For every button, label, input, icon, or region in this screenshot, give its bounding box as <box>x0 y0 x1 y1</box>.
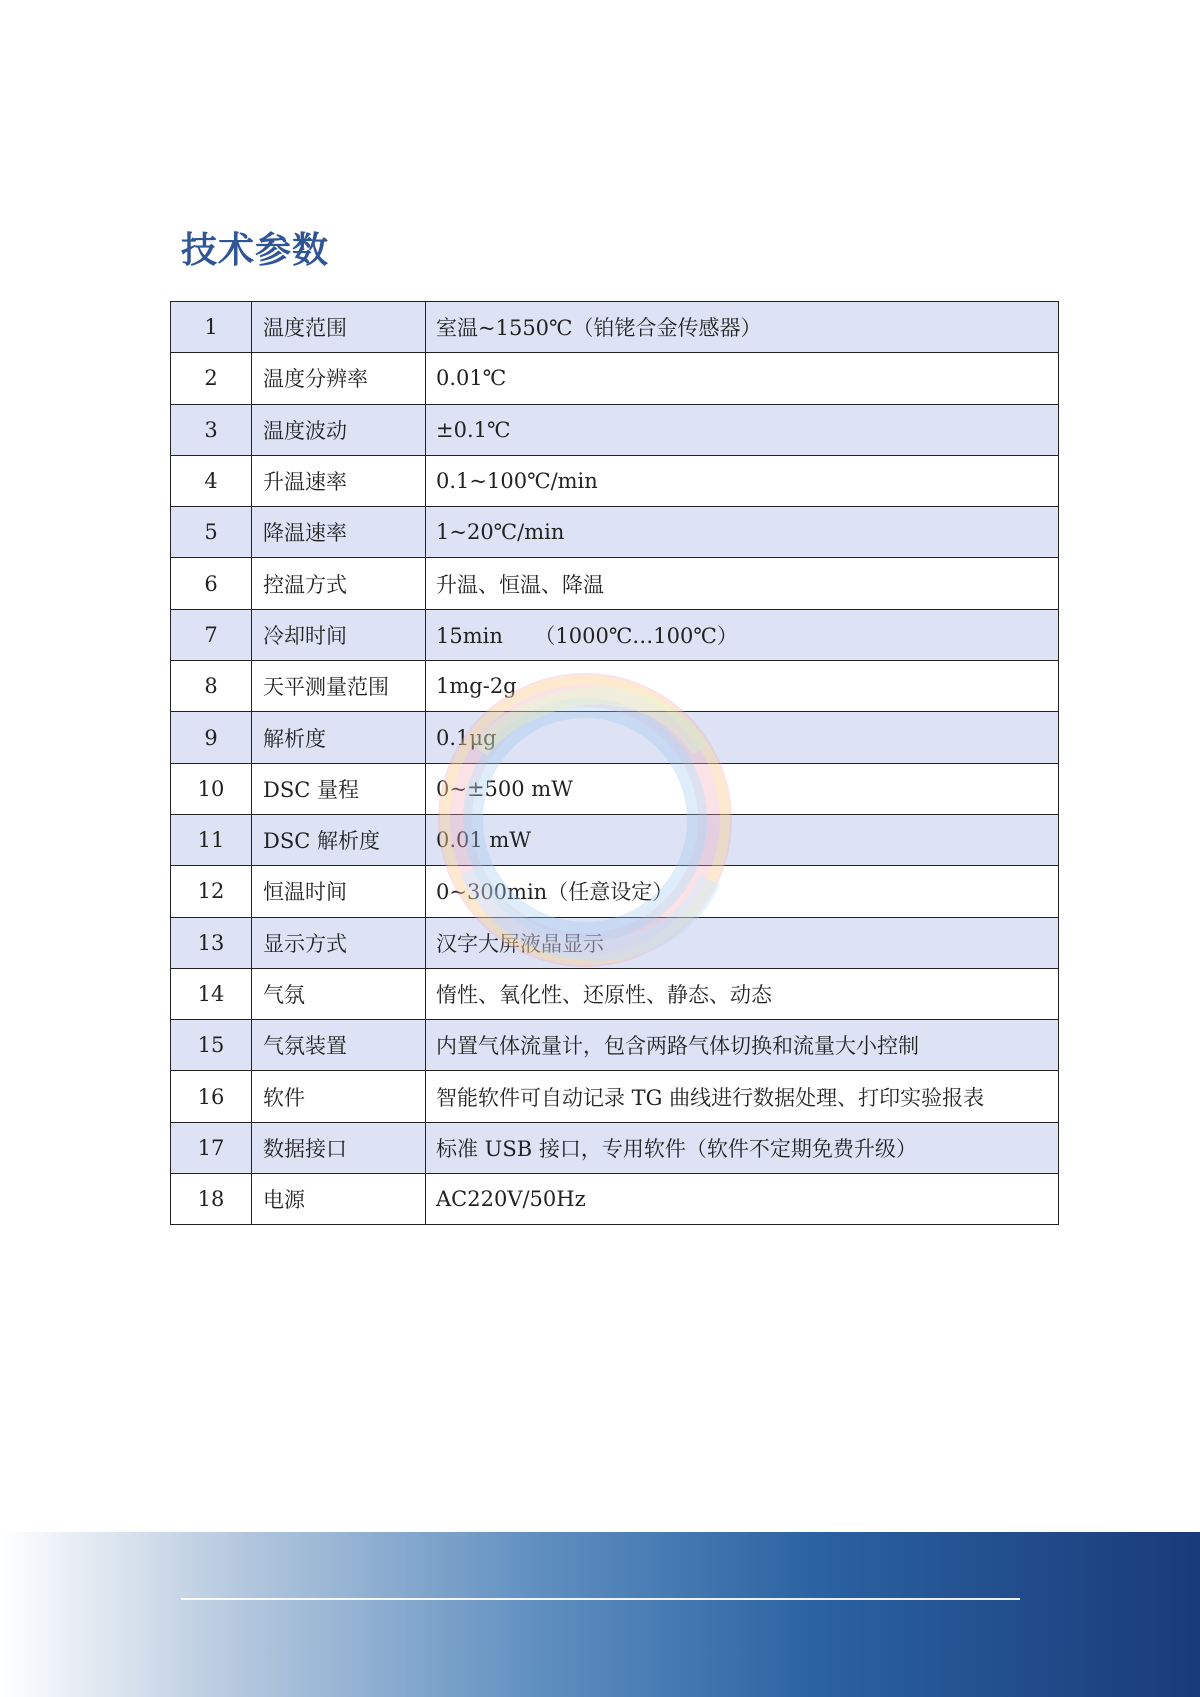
cell-value: AC220V/50Hz <box>426 1174 1059 1225</box>
table-row <box>171 917 1059 968</box>
cell-number: 12 <box>171 866 252 917</box>
table-row <box>171 558 1059 609</box>
cell-value: 0.01℃ <box>426 353 1059 404</box>
table-row <box>171 661 1059 712</box>
cell-parameter: 软件 <box>252 1071 426 1122</box>
cell-number: 14 <box>171 968 252 1019</box>
cell-value: 0~±500 mW <box>426 763 1059 814</box>
cell-parameter: 温度波动 <box>252 404 426 455</box>
table-row <box>171 968 1059 1019</box>
cell-number: 16 <box>171 1071 252 1122</box>
cell-number: 17 <box>171 1122 252 1173</box>
table-row <box>171 507 1059 558</box>
cell-number: 3 <box>171 404 252 455</box>
footer-band <box>0 1532 1200 1697</box>
cell-value: 室温~1550℃（铂铑合金传感器） <box>426 302 1059 353</box>
cell-number: 15 <box>171 1020 252 1071</box>
cell-parameter: 升温速率 <box>252 455 426 506</box>
footer-rule <box>181 1598 1020 1600</box>
cell-value: 汉字大屏液晶显示 <box>426 917 1059 968</box>
table-row <box>171 712 1059 763</box>
cell-parameter: DSC 解析度 <box>252 814 426 865</box>
table-row <box>171 353 1059 404</box>
cell-parameter: 温度分辨率 <box>252 353 426 404</box>
cell-number: 9 <box>171 712 252 763</box>
cell-parameter: 降温速率 <box>252 507 426 558</box>
table-row <box>171 455 1059 506</box>
table-row <box>171 404 1059 455</box>
cell-parameter: 控温方式 <box>252 558 426 609</box>
cell-value: 智能软件可自动记录 TG 曲线进行数据处理、打印实验报表 <box>426 1071 1059 1122</box>
table-row <box>171 866 1059 917</box>
cell-parameter: 气氛装置 <box>252 1020 426 1071</box>
cell-value: 1~20℃/min <box>426 507 1059 558</box>
cell-number: 5 <box>171 507 252 558</box>
cell-number: 4 <box>171 455 252 506</box>
cell-value: 0.1~100℃/min <box>426 455 1059 506</box>
cell-parameter: 解析度 <box>252 712 426 763</box>
table-row <box>171 1174 1059 1225</box>
cell-value: 1mg-2g <box>426 661 1059 712</box>
cell-number: 18 <box>171 1174 252 1225</box>
cell-value: 内置气体流量计，包含两路气体切换和流量大小控制 <box>426 1020 1059 1071</box>
cell-parameter: 恒温时间 <box>252 866 426 917</box>
cell-value: ±0.1℃ <box>426 404 1059 455</box>
cell-value: 15min （1000℃…100℃） <box>426 609 1059 660</box>
cell-number: 10 <box>171 763 252 814</box>
cell-number: 8 <box>171 661 252 712</box>
cell-number: 7 <box>171 609 252 660</box>
table-row <box>171 609 1059 660</box>
spec-table <box>170 301 1059 1225</box>
cell-parameter: 电源 <box>252 1174 426 1225</box>
table-row <box>171 1071 1059 1122</box>
cell-number: 13 <box>171 917 252 968</box>
table-row <box>171 1122 1059 1173</box>
table-row <box>171 814 1059 865</box>
cell-parameter: 冷却时间 <box>252 609 426 660</box>
table-row <box>171 302 1059 353</box>
cell-value: 0~300min（任意设定） <box>426 866 1059 917</box>
cell-number: 11 <box>171 814 252 865</box>
cell-value: 升温、恒温、降温 <box>426 558 1059 609</box>
cell-parameter: DSC 量程 <box>252 763 426 814</box>
cell-parameter: 温度范围 <box>252 302 426 353</box>
page-title: 技术参数 <box>181 230 330 271</box>
cell-value: 惰性、氧化性、还原性、静态、动态 <box>426 968 1059 1019</box>
table-row <box>171 763 1059 814</box>
cell-value: 0.01 mW <box>426 814 1059 865</box>
cell-number: 1 <box>171 302 252 353</box>
cell-parameter: 气氛 <box>252 968 426 1019</box>
cell-parameter: 显示方式 <box>252 917 426 968</box>
cell-value: 标准 USB 接口，专用软件（软件不定期免费升级） <box>426 1122 1059 1173</box>
table-row <box>171 1020 1059 1071</box>
cell-parameter: 数据接口 <box>252 1122 426 1173</box>
cell-number: 6 <box>171 558 252 609</box>
cell-number: 2 <box>171 353 252 404</box>
cell-value: 0.1μg <box>426 712 1059 763</box>
cell-parameter: 天平测量范围 <box>252 661 426 712</box>
